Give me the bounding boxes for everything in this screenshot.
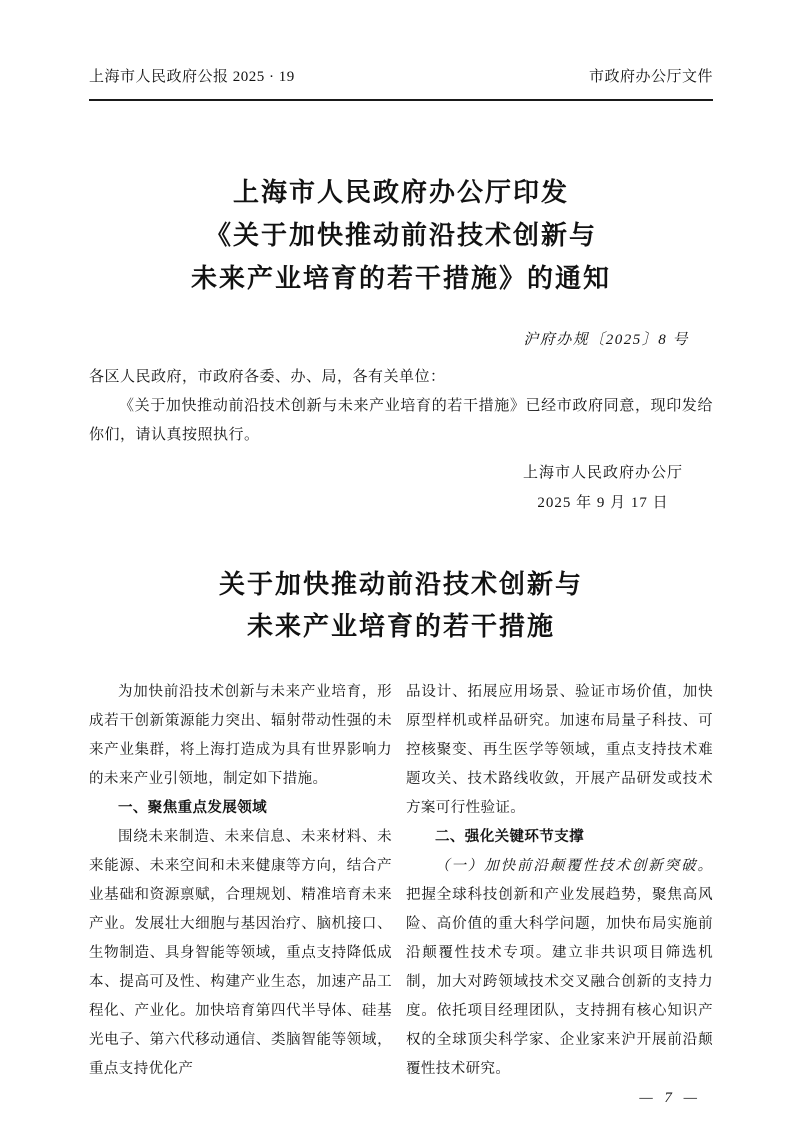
document-number: 沪府办规〔2025〕8 号 xyxy=(523,332,689,348)
notice-title-line1: 上海市人民政府办公厅印发 xyxy=(232,178,569,207)
measures-title-line1: 关于加快推动前沿技术创新与 xyxy=(218,570,583,599)
page-content xyxy=(89,0,713,1113)
left-column xyxy=(89,678,392,1113)
section-heading-2: 二、强化关键环节支撑 xyxy=(435,829,584,845)
section-heading-1: 一、聚焦重点发展领域 xyxy=(118,800,267,816)
notice-title-line3: 未来产业培育的若干措施》的通知 xyxy=(190,264,611,293)
signature-date: 2025 年 9 月 17 日 xyxy=(537,495,669,511)
salutation: 各区人民政府，市政府各委、办、局，各有关单位： xyxy=(89,369,446,385)
section-1-paragraph: 围绕未来制造、未来信息、未来材料、未来能源、未来空间和未来健康等方向，结合产业基础和资源禀赋，合理规划、精准培育未来产业。发展壮大细胞与基因治疗、脑机接口、生物制造、具身智能等领域，重点支持降低成本、提高可及性、构建产业生态，加速产品工程化、产业化。加快培育第四代半导体、硅基光电子、第六代移动通信、类脑智能等领域，重点支持优化产 xyxy=(89,829,392,1077)
notice-title-line2: 《关于加快推动前沿技术创新与 xyxy=(204,221,597,250)
signature-issuer: 上海市人民政府办公厅 xyxy=(522,465,683,481)
section-2-paragraph xyxy=(406,852,713,1084)
signature-block xyxy=(523,458,683,518)
document-category-label: 市政府办公厅文件 xyxy=(588,69,713,85)
page-header xyxy=(89,0,713,101)
two-column-body xyxy=(89,678,713,1113)
measures-title xyxy=(89,564,713,648)
notice-body-paragraph: 《关于加快推动前沿技术创新与未来产业培育的若干措施》已经市政府同意，现印发给你们，请认真按照执行。 xyxy=(89,398,713,443)
measures-title-line2: 未来产业培育的若干措施 xyxy=(246,612,555,641)
notice-title xyxy=(89,171,713,300)
right-column xyxy=(406,678,713,1113)
item-1-text: 把握全球科技创新和产业发展趋势，聚焦高风险、高价值的重大科学问题，加快布局实施前沿颠覆性技术专项。建立非共识项目筛选机制，加大对跨领域技术交叉融合创新的支持力度。依托项目经理团队，支持拥有核心知识产权的全球顶尖科学家、企业家来沪开展前沿颠覆性技术研究。 xyxy=(406,887,713,1077)
section-1-paragraph-continued: 品设计、拓展应用场景、验证市场价值，加快原型样机或样品研究。加速布局量子科技、可控核聚变、再生医学等领域，重点支持技术难题攻关、技术路线收敛，开展产品研发或技术方案可行性验证。 xyxy=(406,684,713,816)
page-number: — 7 — xyxy=(639,1090,701,1106)
gazette-issue-label: 上海市人民政府公报 2025 · 19 xyxy=(89,69,295,85)
intro-paragraph: 为加快前沿技术创新与未来产业培育，形成若干创新策源能力突出、辐射带动性强的未来产业集群，将上海打造成为具有世界影响力的未来产业引领地，制定如下措施。 xyxy=(89,684,392,787)
item-1-lead: （一）加快前沿颠覆性技术创新突破。 xyxy=(435,858,713,874)
